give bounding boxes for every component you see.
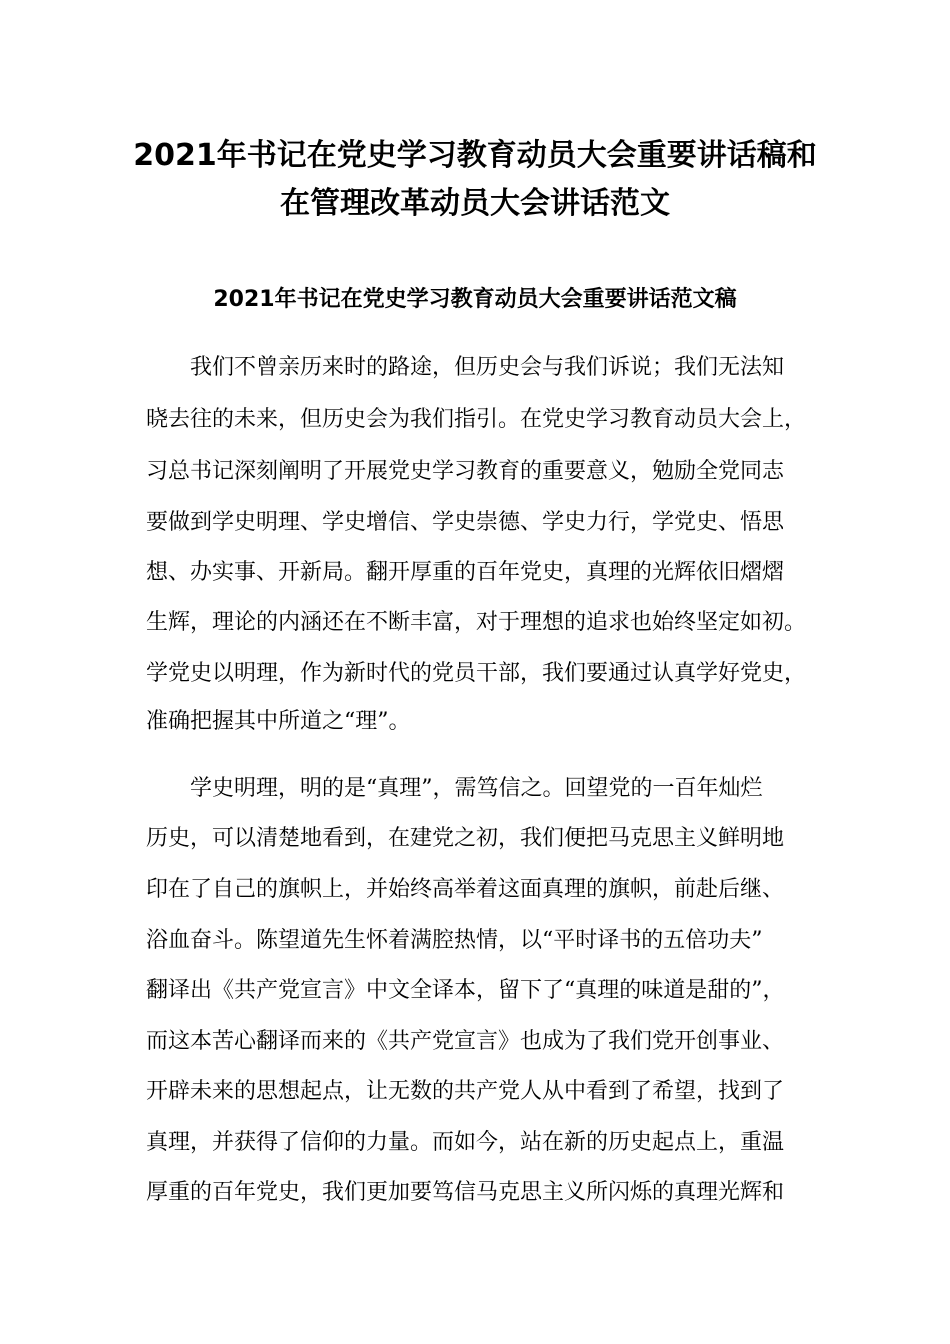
section-heading: 2021年书记在党史学习教育动员大会重要讲话范文稿: [213, 287, 737, 312]
paragraph-line: 真理，并获得了信仰的力量。而如今，站在新的历史起点上，重温: [146, 1130, 785, 1155]
paragraph-line: 学党史以明理，作为新时代的党员干部，我们要通过认真学好党史，: [146, 661, 807, 686]
paragraph-line: 晓去往的未来，但历史会为我们指引。在党史学习教育动员大会上，: [146, 407, 807, 432]
paragraph-line: 要做到学史明理、学史增信、学史崇德、学史力行，学党史、悟思: [146, 510, 785, 535]
document-title-line-1: 2021年书记在党史学习教育动员大会重要讲话稿和: [133, 138, 817, 173]
paragraph-line: 印在了自己的旗帜上，并始终高举着这面真理的旗帜，前赴后继、: [146, 877, 785, 902]
paragraph-line: 习总书记深刻阐明了开展党史学习教育的重要意义，勉励全党同志: [146, 459, 785, 484]
paragraph-line: 厚重的百年党史，我们更加要笃信马克思主义所闪烁的真理光辉和: [146, 1180, 785, 1205]
paragraph-line: 我们不曾亲历来时的路途，但历史会与我们诉说；我们无法知: [190, 355, 785, 380]
paragraph-line: 历史，可以清楚地看到，在建党之初，我们便把马克思主义鲜明地: [146, 826, 785, 851]
document-title-line-2: 在管理改革动员大会讲话范文: [280, 186, 670, 221]
paragraph-line: 而这本苦心翻译而来的《共产党宣言》也成为了我们党开创事业、: [146, 1029, 785, 1054]
paragraph-line: 学史明理，明的是“真理”，需笃信之。回望党的一百年灿烂: [190, 776, 763, 801]
paragraph-line: 翻译出《共产党宣言》中文全译本，留下了“真理的味道是甜的”，: [146, 978, 785, 1003]
paragraph-line: 准确把握其中所道之“理”。: [146, 709, 411, 734]
paragraph-line: 开辟未来的思想起点，让无数的共产党人从中看到了希望，找到了: [146, 1079, 785, 1104]
paragraph-line: 浴血奋斗。陈望道先生怀着满腔热情，以“平时译书的五倍功夫”: [146, 928, 763, 953]
paragraph-line: 生辉，理论的内涵还在不断丰富，对于理想的追求也始终坚定如初。: [146, 610, 807, 635]
paragraph-line: 想、办实事、开新局。翻开厚重的百年党史，真理的光辉依旧熠熠: [146, 560, 785, 585]
